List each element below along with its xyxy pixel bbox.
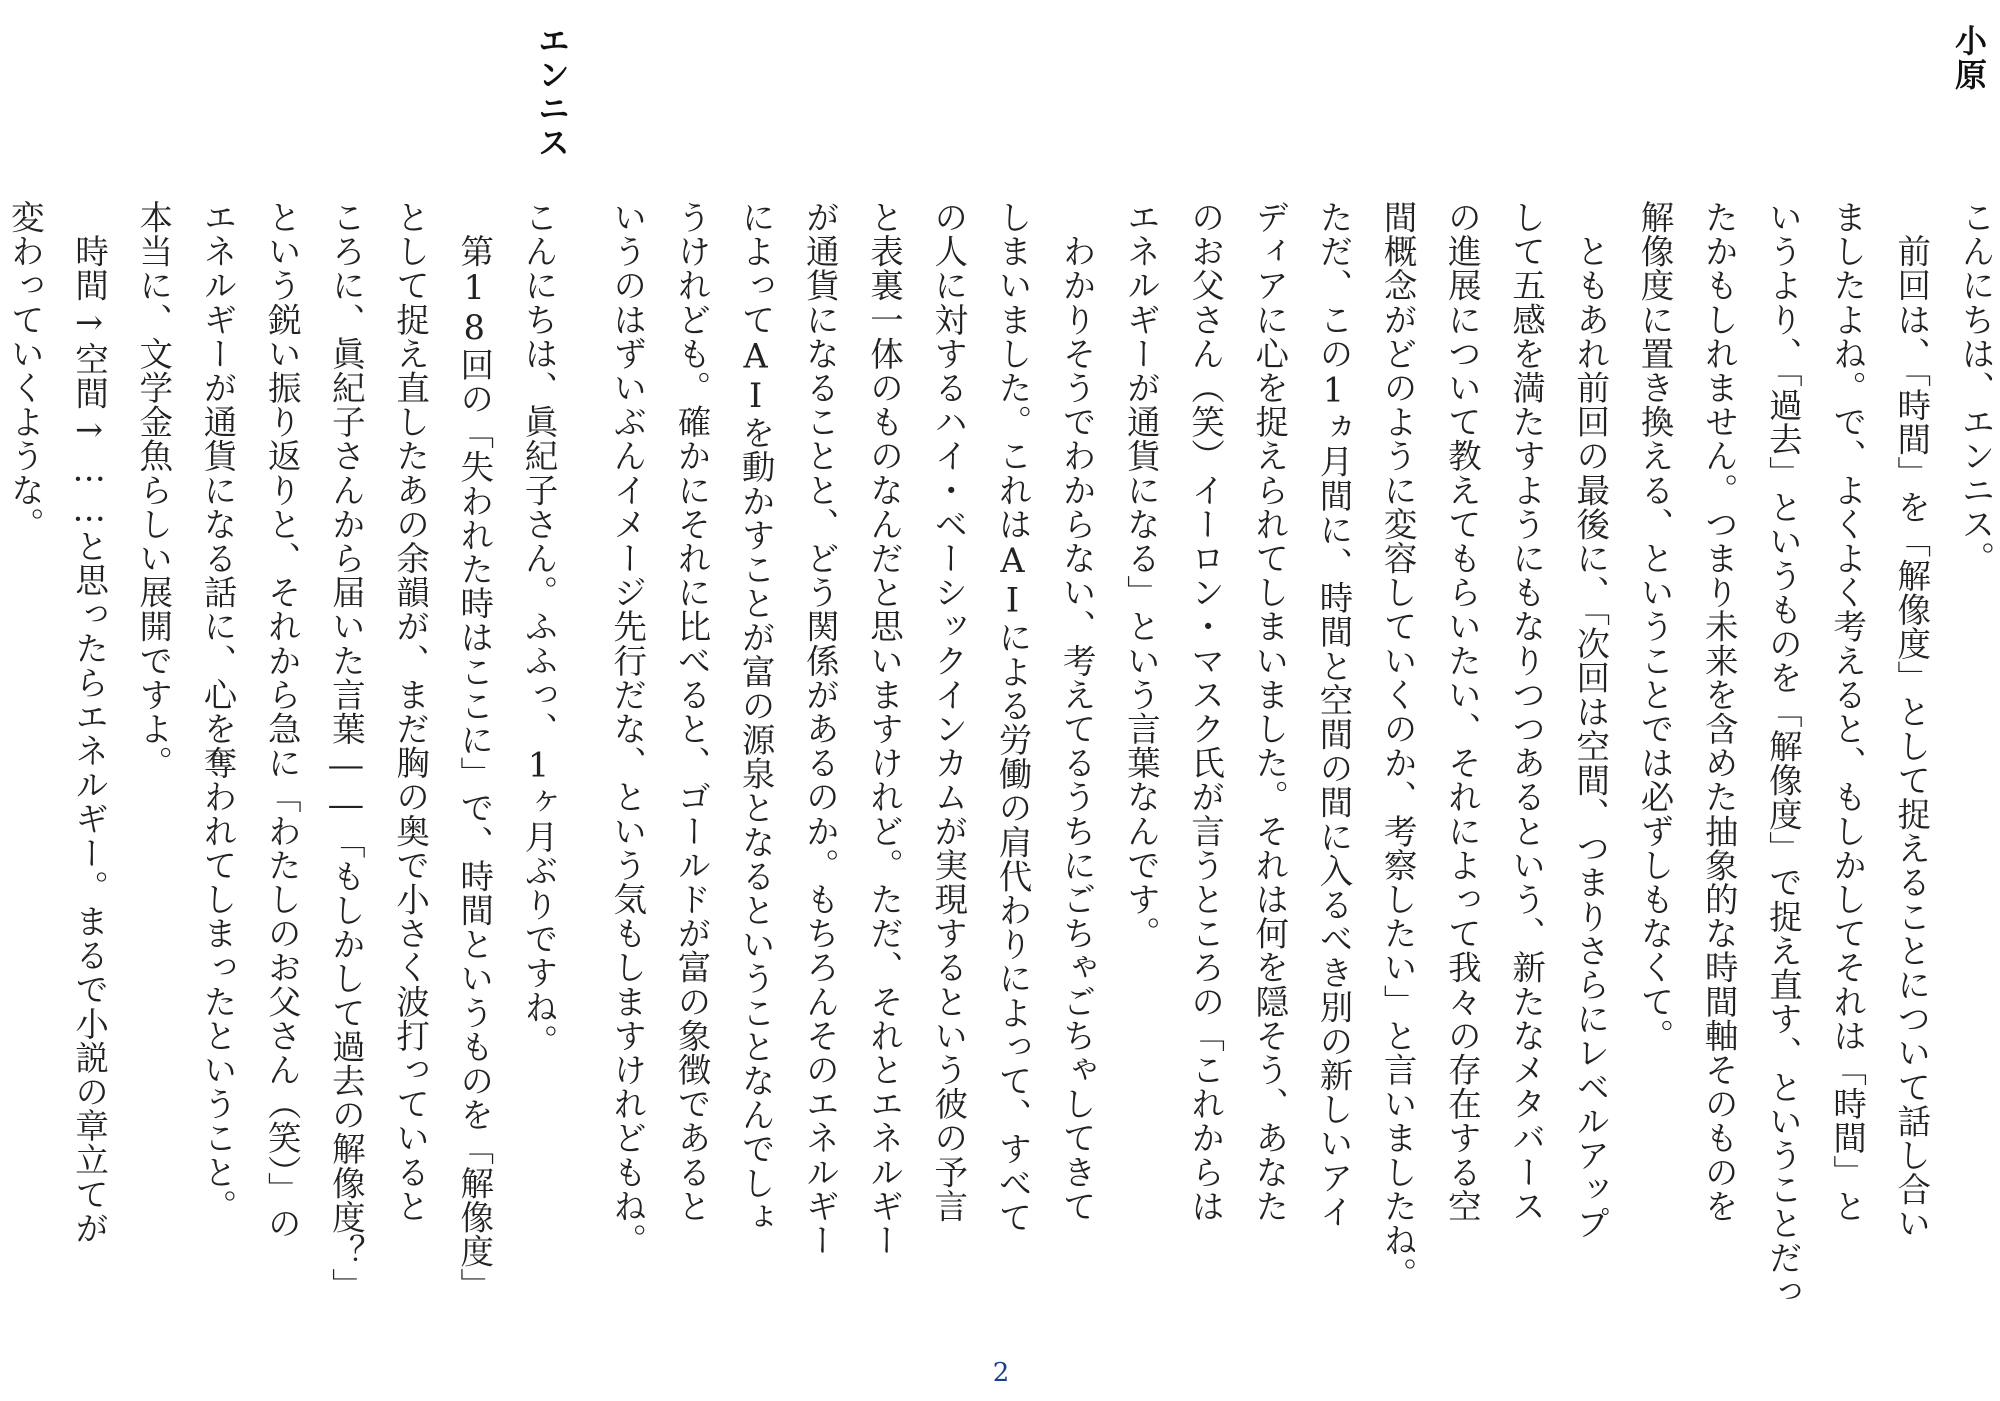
text-line: 第18回の「失われた時はここに」で、時間というものを「解像度」 (454, 200, 494, 1303)
text-line: ただ、この1ヵ月間に、時間と空間の間に入るべき別の新しいアイ (1313, 200, 1353, 1229)
speech-obara (595, 200, 2000, 1375)
text-line: ころに、眞紀子さんから届いた言葉――「もしかして過去の解像度？」 (326, 200, 366, 1303)
text-line: 間概念がどのように変容していくのか、考察したい」と言いましたね。 (1378, 200, 1418, 1292)
text-line: いうより、「過去」というものを「解像度」で捉え直す、ということだっ (1763, 200, 1803, 1309)
text-line: エネルギーが通貨になる話に、心を奪われてしまったということ。 (197, 200, 237, 1223)
text-line: によってAIを動かすことが富の源泉となるということなんでしょ (736, 200, 776, 1234)
text-line: の人に対するハイ・ベーシックインカムが実現するという彼の予言 (928, 200, 968, 1223)
text-line: うけれども。確かにそれに比べると、ゴールドが富の象徴であると (671, 200, 711, 1223)
text-line: して五感を満たすようにもなりつつあるという、新たなメタバース (1506, 200, 1546, 1223)
page-number: 2 (992, 1358, 1010, 1388)
text-line: ディアに心を捉えられてしまいました。それは何を隠そう、あなた (1249, 200, 1289, 1223)
text-line: エネルギーが通貨になる」という言葉なんです。 (1121, 200, 1161, 951)
text-line: という鋭い振り返りと、それから急に「わたしのお父さん（笑）」の (262, 200, 302, 1241)
speaker-name-ennis: エンニス (533, 24, 571, 160)
text-line: いうのはずいぶんイメージ先行だな、という気もしますけれどもね。 (607, 200, 647, 1258)
text-line: こんにちは、眞紀子さん。ふふっ、1ヶ月ぶりですね。 (519, 200, 558, 1058)
text-line: が通貨になることと、どう関係があるのか。もちろんそのエネルギー (800, 200, 840, 1258)
text-line: 変わっていくような。 (5, 200, 45, 541)
text-line: の進展について教えてもらいたい、それによって我々の存在する空 (1442, 200, 1482, 1223)
text-line: 本当に、文学金魚らしい展開ですよ。 (133, 200, 173, 780)
text-line: 解像度に置き換える、ということでは必ずしもなくて。 (1634, 200, 1674, 1053)
text-line: 前回は、「時間」を「解像度」として捉えることについて話し合い (1891, 200, 1931, 1241)
speech-ennis (0, 200, 570, 1375)
text-line: こんにちは、エンニス。 (1956, 200, 1995, 576)
text-line: わかりそうでわからない、考えてるうちにごちゃごちゃしてきて (1057, 200, 1097, 1223)
text-line: として捉え直したあの余韻が、まだ胸の奥で小さく波打っていると (390, 200, 430, 1223)
text-line: ともあれ前回の最後に、「次回は空間、つまりさらにレベルアップ (1570, 200, 1610, 1241)
text-line: と表裏一体のものなんだと思いますけれど。ただ、それとエネルギー (864, 200, 904, 1258)
text-line: ましたよね。で、よくよく考えると、もしかしてそれは「時間」と (1827, 200, 1867, 1223)
text-line: たかもしれません。つまり未来を含めた抽象的な時間軸そのものを (1699, 200, 1739, 1223)
text-line: のお父さん（笑）イーロン・マスク氏が言うところの「これからは (1185, 200, 1225, 1223)
text-line: しまいました。これはAIによる労働の肩代わりによって、すべて (992, 200, 1032, 1234)
speaker-name-obara: 小原 (1950, 24, 1988, 92)
text-line: 時間→空間→……と思ったらエネルギー。まるで小説の章立てが (69, 200, 109, 1245)
